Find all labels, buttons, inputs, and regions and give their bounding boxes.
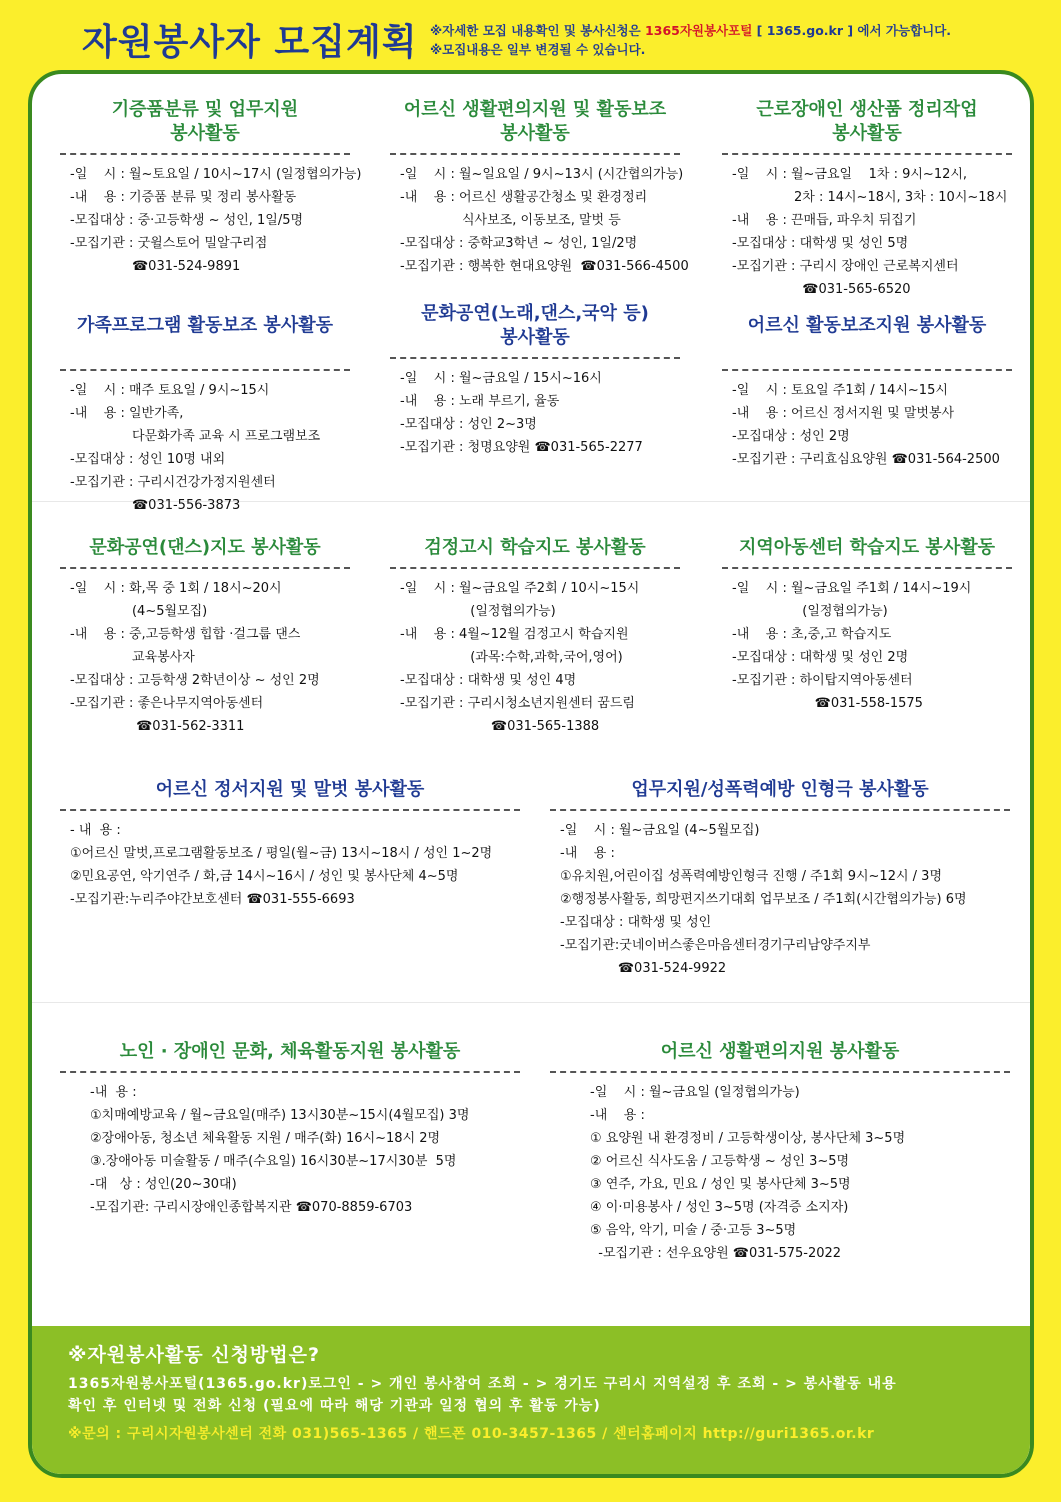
- section-title: [390, 536, 680, 560]
- section-title-line: 검정고시 학습지도 봉사활동: [424, 537, 646, 558]
- content-card: [28, 70, 1034, 1478]
- dashed-divider: [550, 809, 1010, 811]
- section-title: [722, 314, 1012, 362]
- detail-line: ②행정봉사활동, 희망편지쓰기대회 업무보조 / 주1회(시간협의가능) 6명: [560, 892, 967, 907]
- section-title: [390, 98, 680, 146]
- dashed-divider: [60, 567, 350, 569]
- detail-line: -모집기관 : 좋은나무지역아동센터: [70, 696, 264, 711]
- section-title: [722, 98, 1012, 146]
- detail-line: -내 용 : 초,중,고 학습지도: [732, 627, 892, 642]
- detail-line: -모집기관:굿네이버스좋은마음센터경기구리남양주지부: [560, 938, 871, 953]
- volunteer-section: [60, 314, 350, 517]
- footer-line-1: 1365자원봉사포털(1365.go.kr)로그인 - > 개인 봉사참여 조회 - > 경기도 구리시 지역설정 후 조회 - > 봉사활동 내용: [68, 1376, 897, 1392]
- section-details: [60, 1081, 520, 1219]
- dashed-divider: [60, 809, 520, 811]
- detail-line: -모집기관 : 구리시청소년지원센터 꿈드림: [400, 696, 635, 711]
- section-title-line: 노인 · 장애인 문화, 체육활동지원 봉사활동: [119, 1041, 461, 1062]
- section-title: [550, 778, 1010, 802]
- detail-line: -모집대상 : 대학생 및 성인 5명: [732, 236, 909, 251]
- detail-line: 교육봉사자: [70, 650, 195, 665]
- detail-line: ☎031-524-9891: [70, 259, 241, 274]
- section-title-line: 문화공연(댄스)지도 봉사활동: [89, 537, 321, 558]
- volunteer-section: [390, 98, 689, 278]
- dashed-divider: [390, 567, 680, 569]
- dashed-divider: [390, 357, 680, 359]
- section-title: [60, 1040, 520, 1064]
- detail-line: -모집기관 : 청명요양원 ☎031-565-2277: [400, 440, 643, 455]
- volunteer-section: [550, 1040, 1010, 1265]
- detail-line: -내 용 : 끈매듭, 파우치 뒤집기: [732, 213, 917, 228]
- detail-line: -모집대상 : 중학교3학년 ~ 성인, 1일/2명: [400, 236, 638, 251]
- dashed-divider: [390, 153, 680, 155]
- section-title-line: 어르신 생활편의지원 및 활동보조: [403, 99, 667, 120]
- detail-line: -대 상 : 성인(20~30대): [90, 1177, 237, 1192]
- detail-line: -모집대상 : 성인 2~3명: [400, 417, 537, 432]
- section-details: [390, 163, 689, 278]
- header: [82, 12, 1042, 68]
- footer-title: ※자원봉사활동 신청방법은?: [68, 1344, 321, 1366]
- detail-line: -내 용 : 노래 부르기, 율동: [400, 394, 560, 409]
- section-details: [722, 577, 1012, 715]
- volunteer-section: [722, 98, 1012, 301]
- section-details: [60, 163, 362, 278]
- section-title: [60, 98, 350, 146]
- detail-line: ☎031-558-1575: [732, 696, 923, 711]
- detail-line: -일 시 : 월~일요일 / 9시~13시 (시간협의가능): [400, 167, 684, 182]
- detail-line: ①어르신 말벗,프로그램활동보조 / 평일(월~금) 13시~18시 / 성인 1~2명: [70, 846, 493, 861]
- section-title: [722, 536, 1012, 560]
- section-details: [60, 577, 350, 738]
- section-title-line: 근로장애인 생산품 정리작업: [756, 99, 978, 120]
- volunteer-section: [60, 98, 362, 278]
- dashed-divider: [722, 153, 1012, 155]
- portal-name: 1365자원봉사포털: [645, 23, 753, 38]
- detail-line: -내 용 :: [590, 1108, 645, 1123]
- section-title: [390, 302, 680, 350]
- detail-line: ①치매예방교육 / 월~금요일(매주) 13시30분~15시(4월모집) 3명: [90, 1108, 470, 1123]
- section-details: [60, 819, 520, 911]
- detail-line: -일 시 : 월~금요일 주1회 / 14시~19시: [732, 581, 972, 596]
- volunteer-section: [60, 536, 350, 738]
- section-title-line: 어르신 정서지원 및 말벗 봉사활동: [155, 779, 425, 800]
- dashed-divider: [60, 1071, 520, 1073]
- detail-line: -모집대상 : 성인 10명 내외: [70, 452, 226, 467]
- detail-line: -일 시 : 월~금요일 1차 : 9시~12시,: [732, 167, 968, 182]
- detail-line: ①유치원,어린이집 성폭력예방인형극 진행 / 주1회 9시~12시 / 3명: [560, 869, 942, 884]
- detail-line: ☎031-562-3311: [70, 719, 245, 734]
- detail-line: ②민요공연, 악기연주 / 화,금 14시~16시 / 성인 및 봉사단체 4~5명: [70, 869, 459, 884]
- dashed-divider: [60, 369, 350, 371]
- detail-line: -모집대상 : 대학생 및 성인 4명: [400, 673, 577, 688]
- detail-line: ③.장애아동 미술활동 / 매주(수요일) 16시30분~17시30분 5명: [90, 1154, 457, 1169]
- detail-line: -모집기관:누리주야간보호센터 ☎031-555-6693: [70, 892, 355, 907]
- page-title: 자원봉사자 모집계획: [82, 22, 418, 63]
- detail-line: 식사보조, 이동보조, 말벗 등: [400, 213, 621, 228]
- volunteer-section: [722, 314, 1012, 471]
- detail-line: ① 요양원 내 환경정비 / 고등학생이상, 봉사단체 3~5명: [590, 1131, 906, 1146]
- detail-line: -모집대상 : 대학생 및 성인 2명: [732, 650, 909, 665]
- detail-line: -내 용 : 어르신 생활공간청소 및 환경정리: [400, 190, 648, 205]
- volunteer-section: [390, 302, 680, 459]
- detail-line: -일 시 : 월~금요일 주2회 / 10시~15시: [400, 581, 640, 596]
- detail-line: ☎031-524-9922: [560, 961, 727, 976]
- volunteer-section: [60, 778, 520, 911]
- detail-line: -내 용 : 일반가족,: [70, 406, 184, 421]
- detail-line: (4~5월모집): [70, 604, 208, 619]
- detail-line: - 내 용 :: [70, 823, 121, 838]
- detail-line: -모집기관 : 선우요양원 ☎031-575-2022: [590, 1246, 842, 1261]
- detail-line: -일 시 : 월~금요일 / 15시~16시: [400, 371, 602, 386]
- footer-line-2: 확인 후 인터넷 및 전화 신청 (필요에 따라 해당 기관과 일정 협의 후 활동 가능): [68, 1398, 601, 1414]
- row-divider: [32, 1002, 1030, 1003]
- detail-line: -일 시 : 월~금요일 (4~5월모집): [560, 823, 760, 838]
- detail-line: (과목:수학,과학,국어,영어): [400, 650, 623, 665]
- detail-line: ② 어르신 식사도움 / 고등학생 ~ 성인 3~5명: [590, 1154, 850, 1169]
- detail-line: -일 시 : 화,목 중 1회 / 18시~20시: [70, 581, 282, 596]
- section-title-line: 가족프로그램 활동보조 봉사활동: [77, 315, 333, 336]
- dashed-divider: [60, 153, 350, 155]
- section-title-line: 어르신 활동보조지원 봉사활동: [747, 315, 987, 336]
- detail-line: (일정협의가능): [732, 604, 888, 619]
- detail-line: -내 용 : 4월~12월 검정고시 학습지원: [400, 627, 629, 642]
- section-details: [390, 367, 680, 459]
- section-details: [550, 819, 1010, 980]
- detail-line: ④ 이·미용봉사 / 성인 3~5명 (자격증 소지자): [590, 1200, 849, 1215]
- detail-line: ☎031-556-3873: [70, 498, 241, 513]
- detail-line: -모집대상 : 고등학생 2학년이상 ~ 성인 2명: [70, 673, 320, 688]
- detail-line: -내 용 : 어르신 정서지원 및 말벗봉사: [732, 406, 955, 421]
- volunteer-section: [390, 536, 680, 738]
- volunteer-section: [722, 536, 1012, 715]
- footer: [32, 1326, 1030, 1474]
- detail-line: ☎031-565-6520: [732, 282, 911, 297]
- detail-line: -모집기관 : 구리시 장애인 근로복지센터: [732, 259, 959, 274]
- section-details: [60, 379, 350, 517]
- section-title: [60, 536, 350, 560]
- section-details: [722, 163, 1012, 301]
- section-title-line: 기증품분류 및 업무지원: [111, 99, 299, 120]
- detail-line: -모집기관 : 행복한 현대요양원 ☎031-566-4500: [400, 259, 689, 274]
- section-details: [390, 577, 680, 738]
- detail-line: -내 용 :: [560, 846, 615, 861]
- volunteer-section: [60, 1040, 520, 1219]
- detail-line: -모집기관 : 하이탑지역아동센터: [732, 673, 913, 688]
- note-line-1: [430, 21, 951, 40]
- detail-line: ③ 연주, 가요, 민요 / 성인 및 봉사단체 3~5명: [590, 1177, 851, 1192]
- detail-line: -모집기관 : 굿윌스토어 밀알구리점: [70, 236, 268, 251]
- section-title-line: 어르신 생활편의지원 봉사활동: [660, 1041, 900, 1062]
- dashed-divider: [550, 1071, 1010, 1073]
- section-title-line: 봉사활동: [500, 327, 570, 348]
- section-details: [550, 1081, 1010, 1265]
- section-title: [60, 314, 350, 362]
- section-title-line: 지역아동센터 학습지도 봉사활동: [739, 537, 995, 558]
- section-title-line: 봉사활동: [500, 123, 570, 144]
- volunteer-section: [550, 778, 1010, 980]
- note-suffix: [ 1365.go.kr ] 에서 가능합니다.: [752, 23, 952, 38]
- detail-line: 2차 : 14시~18시, 3차 : 10시~18시: [732, 190, 1008, 205]
- section-title-line: 문화공연(노래,댄스,국악 등): [421, 303, 649, 324]
- detail-line: -모집대상 : 성인 2명: [732, 429, 850, 444]
- header-notes: [430, 21, 951, 59]
- detail-line: -내 용 : 기증품 분류 및 정리 봉사활동: [70, 190, 297, 205]
- section-title-line: 봉사활동: [832, 123, 902, 144]
- note-prefix: ※자세한 모집 내용확인 및 봉사신청은: [430, 23, 646, 38]
- section-details: [722, 379, 1012, 471]
- detail-line: 다문화가족 교육 시 프로그램보조: [70, 429, 321, 444]
- detail-line: -모집대상 : 중·고등학생 ~ 성인, 1일/5명: [70, 213, 304, 228]
- detail-line: ☎031-565-1388: [400, 719, 600, 734]
- detail-line: (일정협의가능): [400, 604, 556, 619]
- section-title: [60, 778, 520, 802]
- note-line-2: ※모집내용은 일부 변경될 수 있습니다.: [430, 42, 646, 57]
- detail-line: -모집대상 : 대학생 및 성인: [560, 915, 712, 930]
- detail-line: -내 용 :: [90, 1085, 137, 1100]
- section-title-line: 봉사활동: [170, 123, 240, 144]
- section-title: [550, 1040, 1010, 1064]
- detail-line: -모집기관 : 구리효심요양원 ☎031-564-2500: [732, 452, 1000, 467]
- detail-line: -일 시 : 월~토요일 / 10시~17시 (일정협의가능): [70, 167, 362, 182]
- detail-line: -모집기관: 구리시장애인종합복지관 ☎070-8859-6703: [90, 1200, 413, 1215]
- detail-line: -일 시 : 매주 토요일 / 9시~15시: [70, 383, 270, 398]
- dashed-divider: [722, 567, 1012, 569]
- detail-line: -내 용 : 중,고등학생 힙합 ·걸그룹 댄스: [70, 627, 301, 642]
- footer-contact: ※문의 : 구리시자원봉사센터 전화 031)565-1365 / 핸드폰 010-3457-1365 / 센터홈페이지 http://guri1365.or.kr: [68, 1426, 875, 1442]
- detail-line: -모집기관 : 구리시건강가정지원센터: [70, 475, 276, 490]
- detail-line: -일 시 : 월~금요일 (일정협의가능): [590, 1085, 800, 1100]
- detail-line: -일 시 : 토요일 주1회 / 14시~15시: [732, 383, 948, 398]
- detail-line: ⑤ 음악, 악기, 미술 / 중·고등 3~5명: [590, 1223, 797, 1238]
- detail-line: ②장애아동, 청소년 체육활동 지원 / 매주(화) 16시~18시 2명: [90, 1131, 441, 1146]
- dashed-divider: [722, 369, 1012, 371]
- section-title-line: 업무지원/성폭력예방 인형극 봉사활동: [631, 779, 929, 800]
